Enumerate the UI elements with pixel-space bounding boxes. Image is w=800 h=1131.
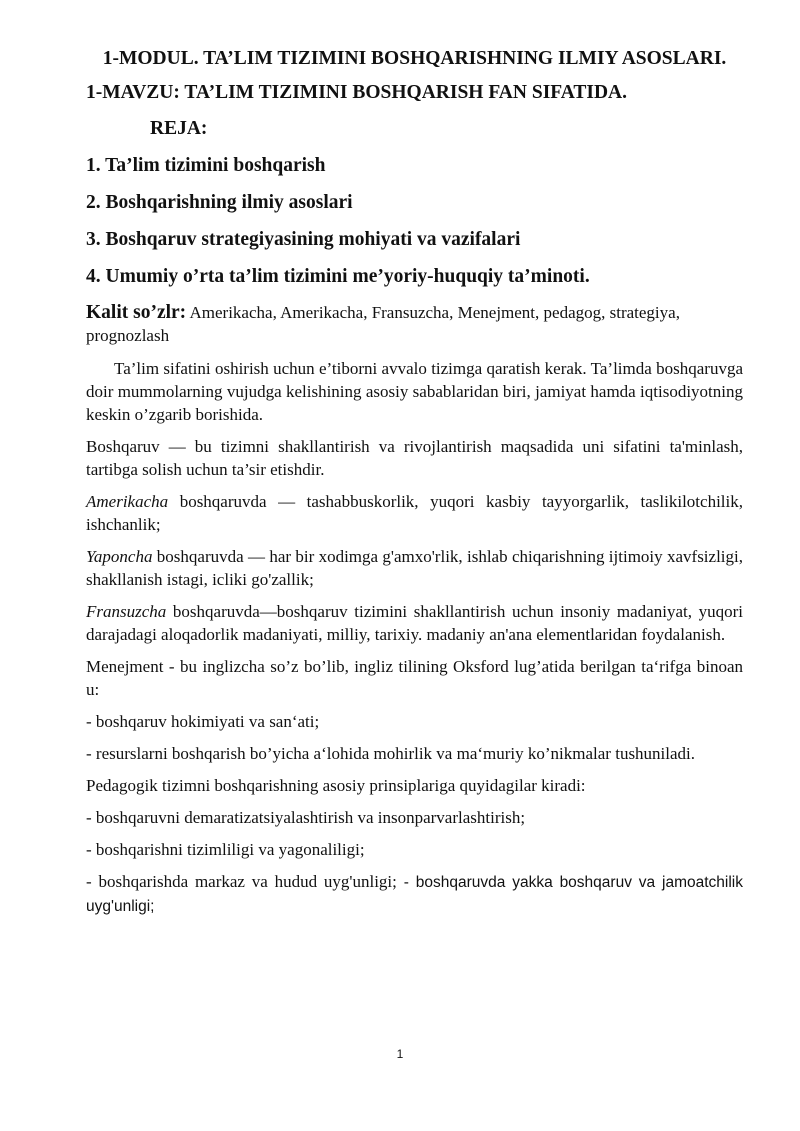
principle-3-part-a: - boshqarishda markaz va hudud uyg'unligi; bbox=[86, 872, 397, 891]
keywords-label: Kalit so’zlr: bbox=[86, 302, 187, 323]
topic-title: 1-MAVZU: TA’LIM TIZIMINI BOSHQARISH FAN SIFATIDA. bbox=[86, 82, 628, 103]
definition-paragraph: Boshqaruv — bu tizimni shakllantirish va rivojlantirish maqsadida uni sifatini ta'minlash, tartibga solish uchun ta’sir etishdir. bbox=[86, 437, 743, 479]
principle-1: - boshqaruvni demaratizatsiyalashtirish va insonparvarlashtirish; bbox=[86, 808, 526, 827]
plan-heading: REJA: bbox=[150, 118, 208, 139]
keywords-text: Amerikacha, Amerikacha, Fransuzcha, Menejment, pedagog, strategiya, prognozlash bbox=[86, 303, 680, 345]
plan-item-4: 4. Umumiy o’rta ta’lim tizimini me’yoriy-huquqiy ta’minoti. bbox=[86, 266, 590, 287]
principles-intro: Pedagogik tizimni boshqarishning asosiy prinsiplariga quyidagilar kiradi: bbox=[86, 776, 586, 795]
french-text: boshqaruvda—boshqaruv tizimini shakllantirish uchun insoniy madaniyat, yuqori darajadagi aloqadorlik madaniyati, milliy, tarixiy. madaniy an'ana elementlaridan foydalanish. bbox=[86, 602, 743, 644]
japanese-term: Yaponcha bbox=[86, 547, 153, 566]
page-number: 1 bbox=[396, 1047, 404, 1061]
french-paragraph bbox=[86, 600, 743, 646]
plan-item-2: 2. Boshqarishning ilmiy asoslari bbox=[86, 192, 353, 213]
principle-2: - boshqarishni tizimliligi va yagonaliligi; bbox=[86, 840, 365, 859]
management-item-1: - boshqaruv hokimiyati va san‘ati; bbox=[86, 712, 320, 731]
plan-item-3: 3. Boshqaruv strategiyasining mohiyati va vazifalari bbox=[86, 229, 521, 250]
document-page bbox=[86, 46, 743, 927]
keywords-line bbox=[86, 301, 743, 347]
french-term: Fransuzcha bbox=[86, 602, 167, 621]
intro-paragraph: Ta’lim sifatini oshirish uchun e’tiborni avvalo tizimga qaratish kerak. Ta’limda boshqaruvga doir mummolarning vujudga kelishining asosiy sabablaridan biri, jamiyat hamda iqtisodiyotning keskin o’zgarib borishida. bbox=[86, 359, 743, 424]
american-term: Amerikacha bbox=[86, 492, 169, 511]
principle-3 bbox=[86, 870, 743, 918]
japanese-text: boshqaruvda — har bir xodimga g'amxo'rlik, ishlab chiqarishning ijtimoiy xavfsizligi, shakllanish istagi, icliki go'zallik; bbox=[86, 547, 743, 589]
plan-item-1: 1. Ta’lim tizimini boshqarish bbox=[86, 155, 326, 176]
american-text: boshqaruvda — tashabbuskorlik, yuqori kasbiy tayyorgarlik, taslikilotchilik, ishchanlik; bbox=[86, 492, 743, 534]
management-paragraph: Menejment - bu inglizcha so’z bo’lib, ingliz tilining Oksford lug’atida berilgan ta‘rifga binoan u: bbox=[86, 657, 743, 699]
management-item-2: - resurslarni boshqarish bo’yicha a‘lohida mohirlik va ma‘muriy ko’nikmalar tushuniladi. bbox=[86, 744, 696, 763]
japanese-paragraph bbox=[86, 545, 743, 591]
module-title: 1-MODUL. TA’LIM TIZIMINI BOSHQARISHNING ILMIY ASOSLARI. bbox=[102, 48, 727, 69]
principle-3-part-b: - boshqaruvda yakka boshqaruv va jamoatchilik uyg'unligi; bbox=[86, 874, 743, 915]
american-paragraph bbox=[86, 490, 743, 536]
